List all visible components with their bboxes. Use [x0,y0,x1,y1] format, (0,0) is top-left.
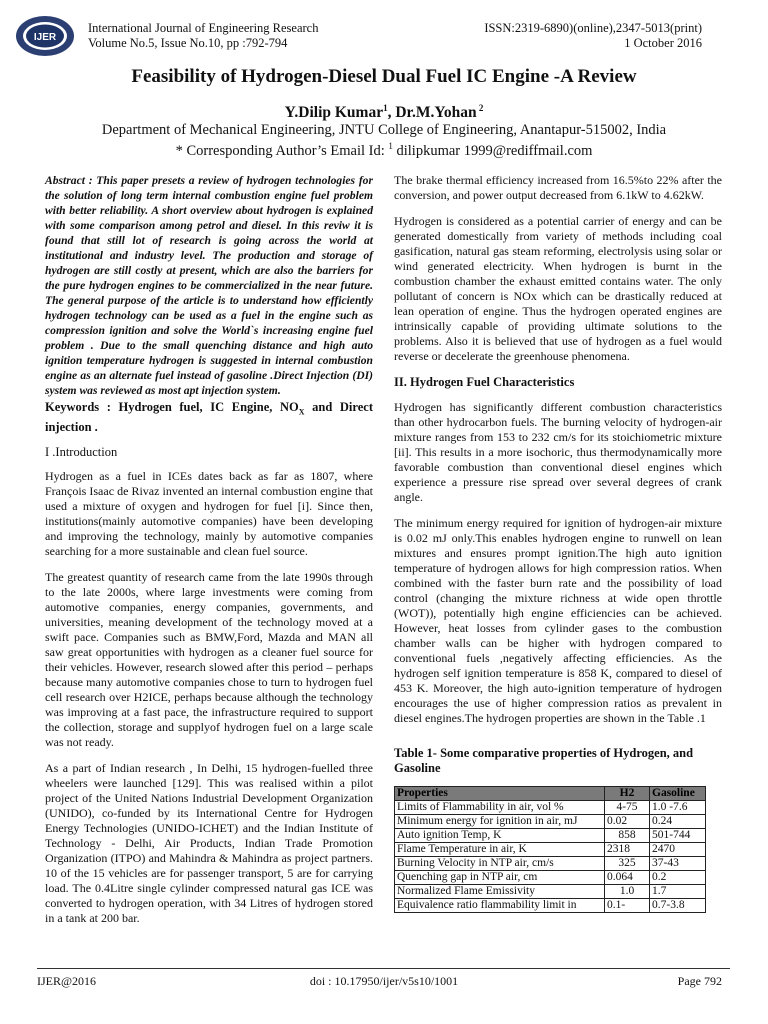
table-header-row [395,787,706,801]
section-heading-hydrogen: II. Hydrogen Fuel Characteristics [394,375,575,389]
table-cell: 2470 [650,843,706,857]
table-cell: Quenching gap in NTP air, cm [395,871,605,885]
paragraph: The greatest quantity of research came from the late 1990s through to the late 2000s, where large investments were coming from automotive companies, energy companies, governments, and universities, meaning development of the technology moved at a swift pace. Companies such as BMW,Ford, Mazda and MAN all saw great opportunities with hydrogen as a cleaner fuel source for their vehicles. However, research slowed after this period – perhaps because many automotive companies chose to turn to hydrogen fuel cell research over H2ICE, perhaps because although the technology was improving at a fast pace, the infrastructure required to support the collection, storage and supplyof hydrogen fuel on a large scale was not ready. [45,569,373,749]
table-header-cell: Properties [395,787,605,801]
journal-name: International Journal of Engineering Research [88,21,319,35]
author-1-affil: 1 [383,103,388,113]
table-cell: 325 [605,857,650,871]
author-2-affil: 2 [476,103,484,113]
left-column [45,173,373,937]
footer-divider [37,968,730,969]
table-row [395,815,706,829]
keywords-text-end: and Direct injection . [45,400,373,434]
table-cell: 0.1- [605,899,650,913]
table-header-cell: Gasoline [650,787,706,801]
table-cell: 0.24 [650,815,706,829]
paragraph: Hydrogen as a fuel in ICEs dates back as far as 1807, where François Isaac de Rivaz invented an internal combustion engine that used a mixture of oxygen and hydrogen for fuel [i]. Since then, institutions(mainly automotive companies) have been developing and improving the technology, mainly by automotive companies searching for a more sustainable and clean fuel source. [45,468,373,558]
paragraph: The brake thermal efficiency increased from 16.5%to 22% after the conversion, and power output decreased from 6.1kW to 4.62kW. [394,173,722,202]
table-cell: 0.02 [605,815,650,829]
paragraph: Hydrogen has significantly different combustion characteristics than other hydrocarbon fuels. The burning velocity of hydrogen-air mixture ranges from 153 to 232 cm/s for its stoichiometric mixture [ii]. This results in a more isochoric, thus thermodynamically more favorable combustion than conventional diesel engines which experience a pressure rise spread over several degrees of crank angle. [394,400,722,504]
issue-date: 1 October 2016 [624,36,702,50]
paragraph: As a part of Indian research , In Delhi, 15 hydrogen-fuelled three wheelers were launched [129]. This was realised within a pilot project of the United Nations Industrial Development Organization (UNIDO), co-funded by its International Centre for Hydrogen Energy Technologies (UNIDO-ICHET) and the Indian Institute of Technology - Delhi, Air Products, Indian Trade Promotion Organization (ITPO) and Mahindra & Mahindra as project partners. 10 of the 15 vehicles are for passenger transport, 5 are for carrying load. The 0.4Litre single cylinder compressed natural gas ICE was converted to hydrogen operation, with 34 Litres of hydrogen stored in a tank at 200 bar. [45,760,373,925]
keywords-subscript: X [298,407,305,417]
table-row [395,829,706,843]
table-cell: 1.7 [650,885,706,899]
author-2: Dr.M.Yohan [395,104,477,122]
table-cell: 0.7-3.8 [650,899,706,913]
corresponding-email [0,141,768,160]
page-number: Page 792 [677,974,722,988]
right-column [394,173,722,913]
abstract: Abstract : This paper presets a review of hydrogen technologies for the solution of long term internal combustion engine fuel problem with better reliability. A short overview about hydrogen is explained with some comparison among petrol and diesel. In this reviw it is found that still lot of research is going across the world at institutional and industry level. The production and storage of hydrogen are still costly at present, which are also the barriers for the pure hydrogen engines to be commercialized in the near future. The general purpose of the article is to understand how efficiently hydrogen technology can be used as a fuel in the engine such as compression ignition and solve the World`s increasing engine fuel problem . Due to the small quenching distance and high auto ignition temperature hydrogen is suggested in internal combustion engine as an alternate fuel instead of gasoline .Direct Injection (DI) system was reviewed as most apt injection system. [45,174,373,397]
table-cell: Equivalence ratio flammability limit in [395,899,605,913]
table-cell: 4-75 [605,801,650,815]
paragraph: The minimum energy required for ignition of hydrogen-air mixture is 0.02 mJ only.This enables hydrogen engine to runwell on lean mixtures and ensures prompt ignition.The high auto ignition temperature of hydrogen allows for high compression ratios. When combined with the faster burn rate and the possibility of load control (changing the mixture richness at wide open throttle (WOT)), potentially high engine efficiencies can be achieved. However, heat losses from cylinder gases to the combustion chamber walls can be higher with hydrogen compared to conventional fuels ,negatively affecting efficiencies. As the hydrogen self ignition temperature is 858 K, compared to diesel of 453 K. Moreover, the high auto-ignition temperature of hydrogen encourages the use of higher compression ratios as prevalent in diesel engines.The hydrogen properties are shown in the Table .1 [394,516,722,725]
table-row [395,801,706,815]
table-cell: 0.064 [605,871,650,885]
table-cell: 858 [605,829,650,843]
table-cell: Flame Temperature in air, K [395,843,605,857]
table-cell: Minimum energy for ignition in air, mJ [395,815,605,829]
journal-volume: Volume No.5, Issue No.10, pp :792-794 [88,36,288,50]
affiliation: Department of Mechanical Engineering, JNTU College of Engineering, Anantapur-515002, India [101,122,667,138]
table-row [395,843,706,857]
keywords [45,400,373,435]
author-1: Y.Dilip Kumar [284,104,384,122]
table-row [395,857,706,871]
table-cell: Burning Velocity in NTP air, cm/s [395,857,605,871]
table-row [395,885,706,899]
table-cell: 1.0 [605,885,650,899]
table-cell: Limits of Flammability in air, vol % [395,801,605,815]
email-label: * Corresponding Author’s Email Id: [175,142,389,159]
table-cell: 0.2 [650,871,706,885]
journal-header [88,21,318,51]
keywords-text: Keywords : Hydrogen fuel, IC Engine, NO [45,400,299,414]
paragraph: Hydrogen is considered as a potential carrier of energy and can be generated domestically from variety of methods including coal gasification, natural gas steam reforming, electrolysis using solar or wind generated electricity. When hydrogen is burnt in the combustion chamber the exhaust emitted contains water. The only pollutant of concern is NOx which can be drastically reduced at lean operation of engine. Thus the hydrogen operated engines are intrinsically capable of providing ultimate solutions to the problems. Also it is believed that use of hydrogen as a fuel would reverse or decelerate the greenhouse phenomena. [394,214,722,363]
table-header-cell: H2 [605,787,650,801]
properties-table [394,786,706,913]
footer-copyright: IJER@2016 [37,974,97,988]
issn-header [484,21,702,51]
paper-title: Feasibility of Hydrogen-Diesel Dual Fuel IC Engine -A Review [131,66,637,87]
author-line [0,103,768,122]
logo-text: IJER [33,32,57,43]
table-cell: 1.0 -7.6 [650,801,706,815]
table-caption: Table 1- Some comparative properties of Hydrogen, and Gasoline [394,746,694,775]
table-row [395,899,706,913]
author-separator: , [387,104,396,122]
journal-logo [14,14,76,58]
table-cell: 2318 [605,843,650,857]
table-cell: 501-744 [650,829,706,843]
table-cell: 37-43 [650,857,706,871]
section-heading-introduction: I .Introduction [45,444,118,459]
issn: ISSN:2319-6890)(online),2347-5013(print) [484,21,702,35]
table-cell: Auto ignition Temp, K [395,829,605,843]
table-row [395,871,706,885]
footer-doi: doi : 10.17950/ijer/v5s10/1001 [309,974,459,988]
email-affil: 1 [388,141,393,151]
email-address: dilipkumar 1999@rediffmail.com [392,142,593,159]
table-cell: Normalized Flame Emissivity [395,885,605,899]
